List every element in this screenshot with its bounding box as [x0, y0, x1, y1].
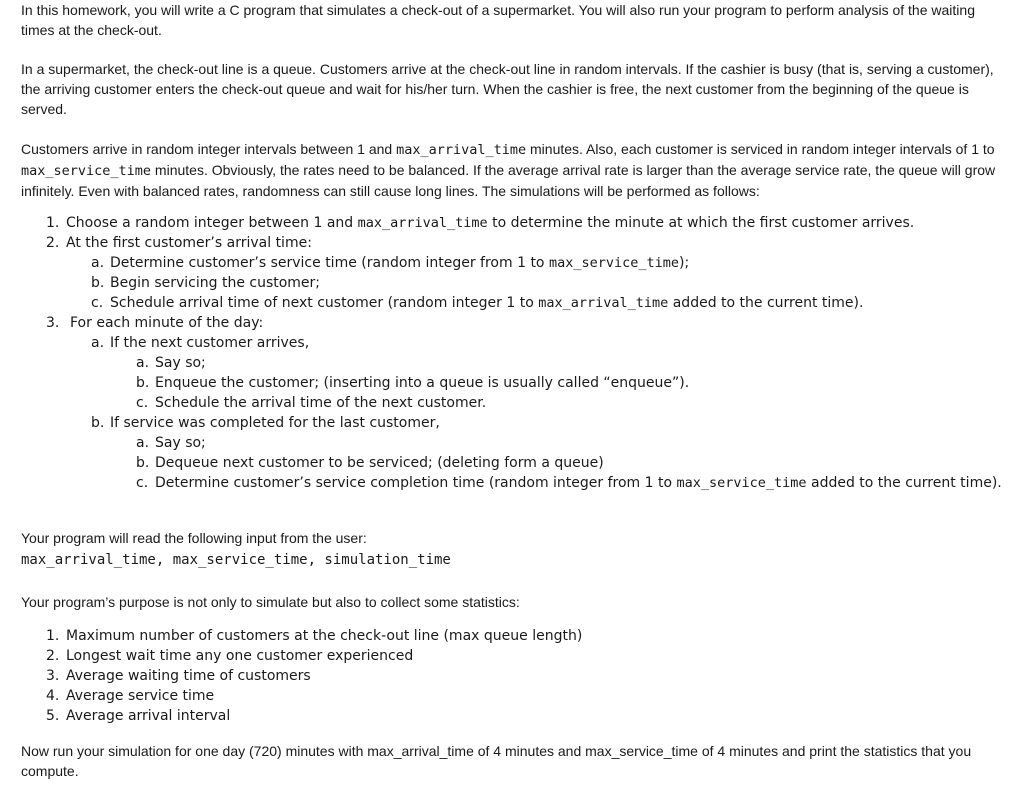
- step-3: 3. For each minute of the day:: [46, 315, 264, 331]
- arrival-description-paragraph: [21, 139, 1006, 201]
- arrival-text-1: Customers arrive in random integer intervals between 1 and: [21, 141, 397, 157]
- step-3b: b. If service was completed for the last customer,: [91, 415, 440, 431]
- stat-item-4: 4. Average service time: [46, 688, 215, 704]
- stat-item-5: 5. Average arrival interval: [46, 708, 231, 724]
- step-2: 2. At the first customer’s arrival time:: [46, 235, 312, 251]
- statistics-intro: Your program’s purpose is not only to simulate but also to collect some statistics:: [21, 594, 520, 610]
- step-3a-b: b. Enqueue the customer; (inserting into a queue is usually called “enqueue”).: [136, 375, 690, 391]
- step-2a: a. Determine customer’s service time (random integer from 1 to max_service_time);: [91, 255, 690, 271]
- step-3b-b: b. Dequeue next customer to be serviced; (deleting form a queue): [136, 455, 604, 471]
- final-instructions: Now run your simulation for one day (720) minutes with max_arrival_time of 4 minutes and max_service_time of 4 minutes and print the statistics that you compute.: [21, 743, 972, 779]
- stat-item-3: 3. Average waiting time of customers: [46, 668, 311, 684]
- stat-item-1: 1. Maximum number of customers at the check-out line (max queue length): [46, 628, 583, 644]
- step-3b-c: c. Determine customer’s service completion time (random integer from 1 to max_service_time added to the current time).: [136, 475, 1002, 491]
- queue-description-paragraph: In a supermarket, the check-out line is a queue. Customers arrive at the check-out line in random intervals. If the cashier is busy (that is, serving a customer), the arriving customer enters the check-out queue and wait for his/her turn. When the cashier is free, the next customer from the beginning of the queue is served.: [21, 61, 994, 117]
- step-3a-c: c. Schedule the arrival time of the next customer.: [136, 395, 487, 411]
- step-3b-a: a. Say so;: [136, 435, 206, 451]
- step-1: 1. Choose a random integer between 1 and max_arrival_time to determine the minute at which the first customer arrives.: [46, 215, 915, 231]
- stat-item-2: 2. Longest wait time any one customer experienced: [46, 648, 414, 664]
- step-3a: a. If the next customer arrives,: [91, 335, 310, 351]
- input-description: Your program will read the following input from the user:: [21, 530, 367, 546]
- step-2b: b. Begin servicing the customer;: [91, 275, 321, 291]
- intro-paragraph: In this homework, you will write a C program that simulates a check-out of a supermarket. You will also run your program to perform analysis of the waiting times at the check-out.: [21, 2, 975, 38]
- arrival-text-3: minutes. Obviously, the rates need to be balanced. If the average arrival rate is larger than the average service rate, the queue will grow infinitely. Even with balanced rates, randomness can still cause long lines. The simulations will be performed as follows:: [21, 162, 996, 199]
- code-max-service-time: max_service_time: [21, 163, 152, 179]
- step-2c: c. Schedule arrival time of next customer (random integer 1 to max_arrival_time added to the current time).: [91, 295, 864, 311]
- step-3a-a: a. Say so;: [136, 355, 206, 371]
- arrival-text-2: minutes. Also, each customer is serviced in random integer intervals of 1 to: [526, 141, 995, 157]
- code-max-arrival-time: max_arrival_time: [396, 142, 527, 158]
- input-code-line: max_arrival_time, max_service_time, simulation_time: [21, 552, 451, 568]
